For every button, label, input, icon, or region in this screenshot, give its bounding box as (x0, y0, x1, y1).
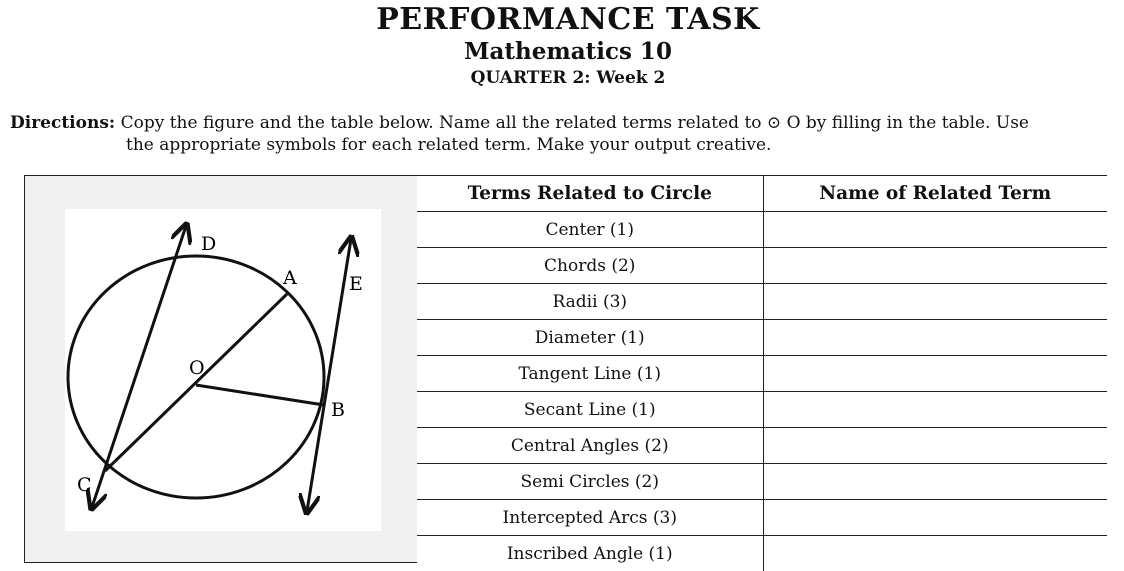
table-row (417, 428, 1107, 464)
table-row (417, 464, 1107, 500)
table-row (417, 320, 1107, 356)
term-cell: Chords (2) (417, 248, 763, 284)
directions-text-line1: Copy the figure and the table below. Name all the related terms related to ⊙ O by filling in the table. Use (121, 113, 1029, 133)
answer-cell[interactable] (763, 356, 1107, 392)
term-cell: Intercepted Arcs (3) (417, 500, 763, 536)
answer-cell[interactable] (763, 248, 1107, 284)
point-label-d: D (201, 233, 216, 255)
directions-label: Directions: (10, 113, 115, 133)
point-label-a: A (282, 267, 297, 289)
term-cell: Tangent Line (1) (417, 356, 763, 392)
terms-table (417, 176, 1107, 571)
term-cell: Secant Line (1) (417, 392, 763, 428)
page-title: PERFORMANCE TASK (0, 2, 1124, 37)
term-cell: Inscribed Angle (1) (417, 536, 763, 571)
term-cell: Semi Circles (2) (417, 464, 763, 500)
table-row (417, 248, 1107, 284)
circle-diagram (65, 209, 381, 531)
circle-figure (65, 209, 381, 531)
point-label-o: O (189, 357, 205, 379)
table-row (417, 536, 1107, 571)
answer-cell[interactable] (763, 536, 1107, 571)
column-header-name: Name of Related Term (763, 176, 1107, 212)
term-cell: Central Angles (2) (417, 428, 763, 464)
table-row (417, 284, 1107, 320)
directions-text-line2: the appropriate symbols for each related term. Make your output creative. (10, 134, 1120, 156)
directions (10, 112, 1120, 156)
point-label-c: C (77, 474, 92, 496)
answer-cell[interactable] (763, 500, 1107, 536)
task-panel (24, 175, 1107, 563)
table-row (417, 392, 1107, 428)
answer-cell[interactable] (763, 464, 1107, 500)
answer-cell[interactable] (763, 320, 1107, 356)
table-header-row (417, 176, 1107, 212)
answer-cell[interactable] (763, 428, 1107, 464)
column-header-terms: Terms Related to Circle (417, 176, 763, 212)
table-row (417, 212, 1107, 248)
quarter-label: QUARTER 2: Week 2 (0, 68, 1124, 88)
point-label-b: B (331, 399, 345, 421)
term-cell: Center (1) (417, 212, 763, 248)
term-cell: Diameter (1) (417, 320, 763, 356)
answer-cell[interactable] (763, 392, 1107, 428)
point-label-e: E (349, 273, 363, 295)
term-cell: Radii (3) (417, 284, 763, 320)
table-row (417, 356, 1107, 392)
table-row (417, 500, 1107, 536)
tangent-line-be (307, 239, 351, 511)
answer-cell[interactable] (763, 284, 1107, 320)
radius-ob (196, 385, 324, 405)
figure-panel (25, 176, 418, 562)
answer-cell[interactable] (763, 212, 1107, 248)
subject-title: Mathematics 10 (0, 38, 1124, 65)
